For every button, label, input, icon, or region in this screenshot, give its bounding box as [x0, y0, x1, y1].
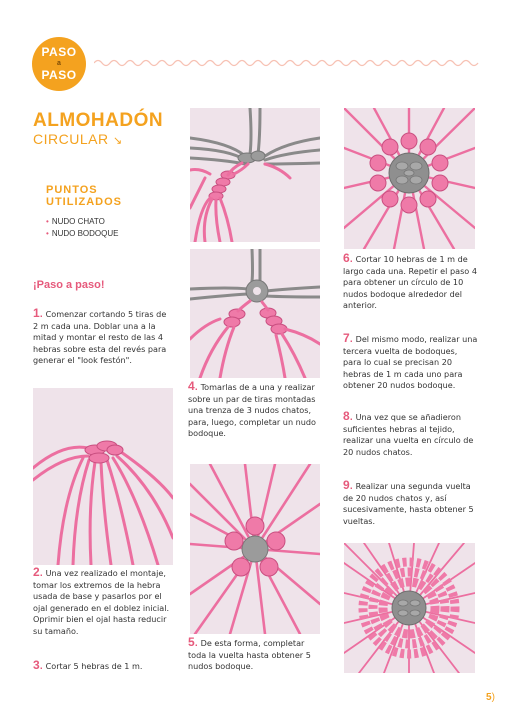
puntos-line-2: UTILIZADOS	[46, 196, 122, 208]
step-number: 7	[343, 331, 350, 345]
badge-line-2: a	[57, 60, 61, 67]
step-2: 2. Una vez realizado el montaje, tomar los extremos de la hebra usada de base y pasarlos por el ojal generado en el doblez inicial. Oprimir bien el ojal hasta reducir su tamaño.	[33, 565, 170, 636]
photo-step-2	[33, 388, 173, 565]
step-number: 5	[188, 635, 195, 649]
list-item	[46, 229, 118, 238]
bullet-icon: •	[46, 217, 49, 226]
step-3: 3. Cortar 5 hebras de 1 m.	[33, 658, 143, 672]
step-text: Cortar 5 hebras de 1 m.	[45, 661, 143, 671]
step-text: De esta forma, completar toda la vuelta hasta obtener 5 nudos bodoque.	[188, 638, 311, 671]
photo-step-5	[190, 464, 320, 634]
paso-a-paso-badge	[32, 37, 86, 91]
step-1: 1. Comenzar cortando 5 tiras de 2 m cada una. Doblar una a la mitad y montar el resto de las 4 hebras sobre esta del revés para generar el "look festón".	[33, 306, 167, 365]
page-number: 5)	[486, 692, 495, 703]
photo-step-6	[344, 108, 475, 249]
step-text: Tomarlas de a una y realizar sobre un par de tiras montadas una trenza de 3 nudos chatos, para, luego, completar un nudo bodoque.	[188, 382, 316, 438]
page-subtitle	[33, 131, 123, 147]
step-number: 3	[33, 658, 40, 672]
puntos-item-1: NUDO CHATO	[51, 217, 105, 226]
page-title: ALMOHADÓN	[33, 110, 164, 131]
step-8: 8. Una vez que se añadieron suficientes hebras al tejido, realizar una vuelta en círculo de 20 nudos chatos.	[343, 409, 474, 457]
step-text: Una vez que se añadieron suficientes hebras al tejido, realizar una vuelta en círculo de 20 nudos chatos.	[343, 412, 474, 457]
paso-a-paso-heading: ¡Paso a paso!	[33, 279, 105, 291]
step-number: 9	[343, 478, 350, 492]
step-text: Del mismo modo, realizar una tercera vuelta de bodoques, para lo cual se precisan 20 hebras de 1 m cada uno para obtener 20 nudos bodoque.	[343, 334, 478, 390]
photo-step-9	[344, 543, 475, 673]
subtitle-text: CIRCULAR	[33, 131, 109, 147]
step-number: 6	[343, 251, 350, 265]
puntos-heading	[46, 184, 122, 208]
step-text: Una vez realizado el montaje, tomar los extremos de la hebra usada de base y pasarlos por el ojal generado en el doblez inicial. Oprimir bien el ojal hasta reducir su tamaño.	[33, 568, 170, 636]
step-number: 8	[343, 409, 350, 423]
photo-step-1	[190, 108, 320, 242]
step-6: 6. Cortar 10 hebras de 1 m de largo cada una. Repetir el paso 4 para obtener un círculo de 10 nudos bodoque alrededor del anterior.	[343, 251, 477, 310]
photo-step-4	[190, 249, 320, 378]
step-9: 9. Realizar una segunda vuelta de 20 nudos chatos y, así sucesivamente, hasta obtener 5 vueltas.	[343, 478, 474, 526]
bullet-icon: •	[46, 229, 49, 238]
decorative-wave	[94, 58, 484, 68]
step-number: 2	[33, 565, 40, 579]
page-number-value: 5	[486, 692, 492, 703]
step-number: 4	[188, 379, 195, 393]
step-4: 4. Tomarlas de a una y realizar sobre un par de tiras montadas una trenza de 3 nudos chatos, para, luego, completar un nudo bodoque.	[188, 379, 316, 438]
puntos-line-1: PUNTOS	[46, 184, 98, 196]
step-text: Comenzar cortando 5 tiras de 2 m cada una. Doblar una a la mitad y montar el resto de las 4 hebras sobre esta del revés para generar el "look festón".	[33, 309, 167, 365]
step-text: Cortar 10 hebras de 1 m de largo cada una. Repetir el paso 4 para obtener un círculo de 10 nudos bodoque alrededor del anterior.	[343, 254, 477, 310]
step-number: 1	[33, 306, 40, 320]
puntos-item-2: NUDO BODOQUE	[51, 229, 119, 238]
step-text: Realizar una segunda vuelta de 20 nudos chatos y, así sucesivamente, hasta obtener 5 vueltas.	[343, 481, 474, 526]
step-7: 7. Del mismo modo, realizar una tercera vuelta de bodoques, para lo cual se precisan 20 hebras de 1 m cada uno para obtener 20 nudos bodoque.	[343, 331, 478, 390]
step-5: 5. De esta forma, completar toda la vuelta hasta obtener 5 nudos bodoque.	[188, 635, 311, 671]
list-item	[46, 217, 105, 226]
badge-line-1: PASO	[41, 45, 77, 59]
badge-line-3: PASO	[41, 68, 77, 82]
arrow-down-right-icon: ↘	[112, 135, 123, 147]
